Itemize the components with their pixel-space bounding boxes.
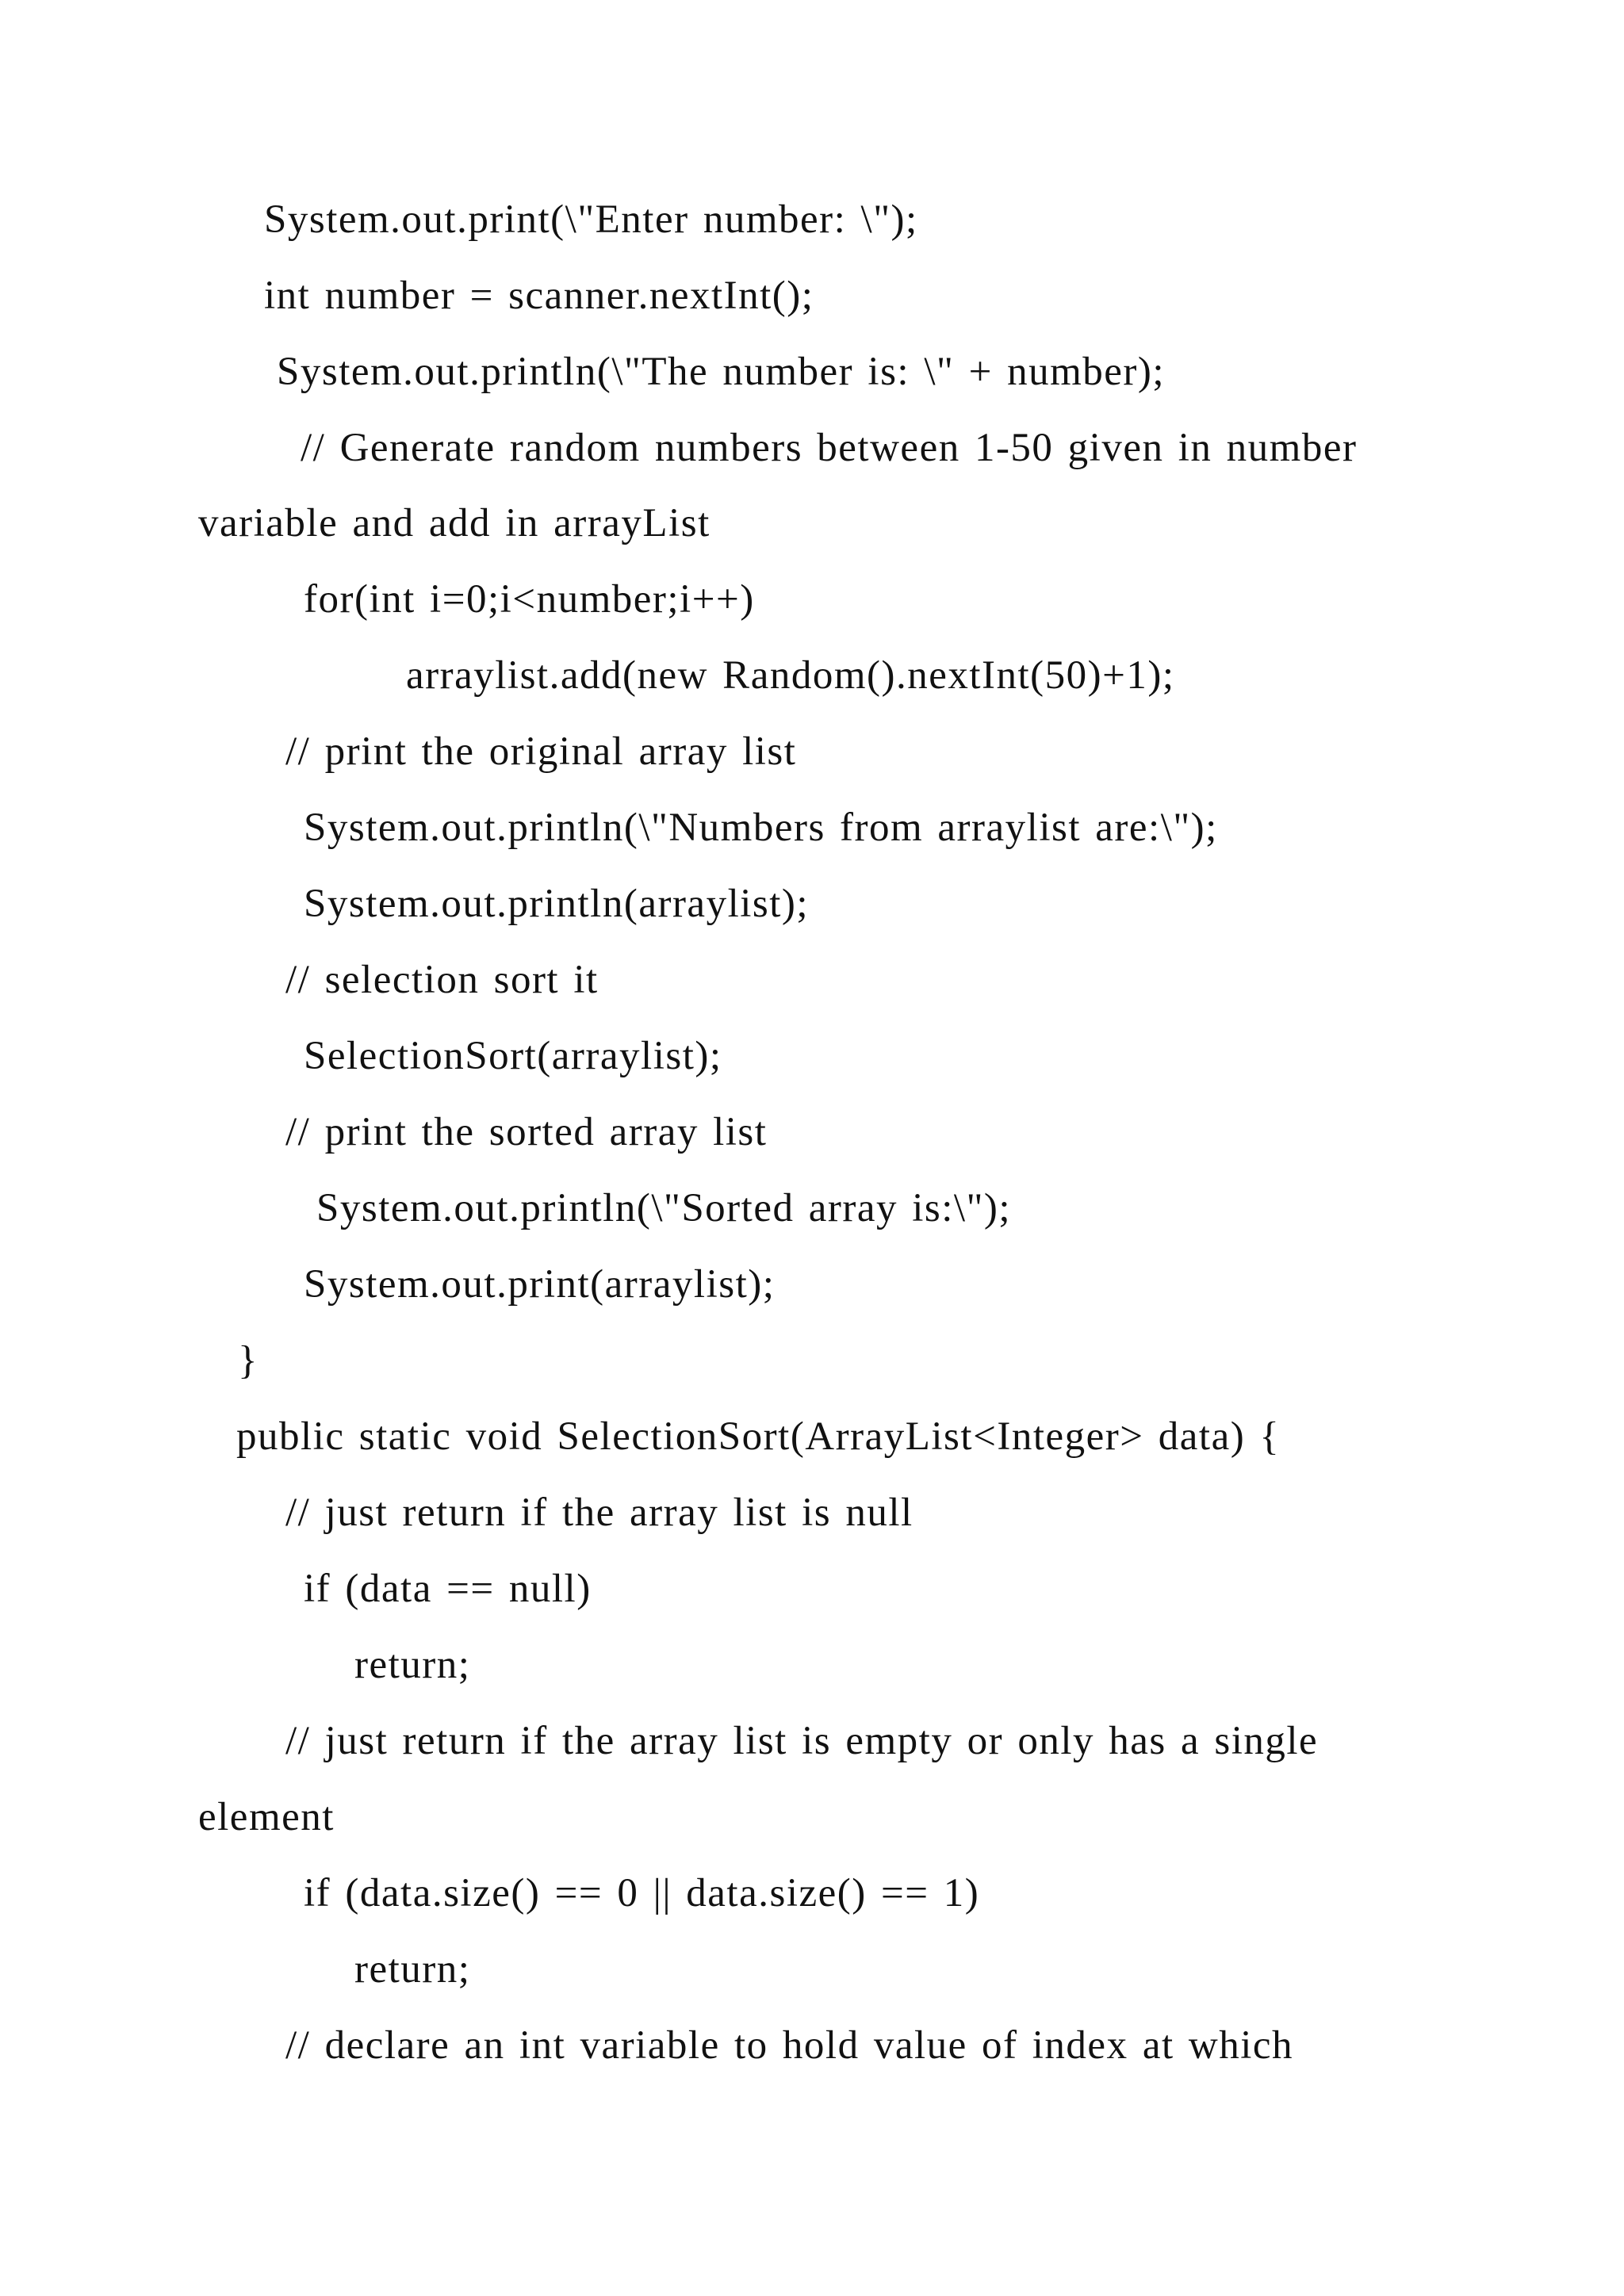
code-line: } bbox=[238, 1338, 259, 1383]
comment-line: // just return if the array list is null bbox=[285, 1490, 914, 1535]
comment-line: variable and add in arrayList bbox=[198, 501, 710, 545]
code-line: System.out.println(arraylist); bbox=[304, 882, 810, 926]
comment-line: // print the original array list bbox=[285, 729, 797, 774]
code-line: if (data.size() == 0 || data.size() == 1) bbox=[304, 1871, 980, 1915]
code-line: return; bbox=[354, 1947, 471, 1992]
comment-line: element bbox=[198, 1795, 335, 1839]
code-line: System.out.println(\"The number is: \" + number); bbox=[277, 350, 1166, 394]
code-line: System.out.print(\"Enter number: \"); bbox=[264, 197, 918, 242]
code-line: public static void SelectionSort(ArrayList<Integer> data) { bbox=[236, 1414, 1281, 1459]
code-line: return; bbox=[354, 1643, 471, 1687]
code-line: arraylist.add(new Random().nextInt(50)+1); bbox=[406, 653, 1175, 698]
comment-line: // selection sort it bbox=[285, 958, 599, 1002]
code-line: System.out.println(\"Sorted array is:\"); bbox=[316, 1186, 1012, 1230]
code-line: int number = scanner.nextInt(); bbox=[264, 274, 814, 318]
code-line: System.out.println(\"Numbers from arraylist are:\"); bbox=[304, 806, 1218, 850]
code-line: SelectionSort(arraylist); bbox=[304, 1034, 722, 1078]
comment-line: // just return if the array list is empty or only has a single bbox=[285, 1719, 1319, 1763]
code-line: for(int i=0;i<number;i++) bbox=[304, 577, 755, 622]
comment-line: // declare an int variable to hold value of index at which bbox=[285, 2023, 1294, 2068]
comment-line: // Generate random numbers between 1-50 given in number bbox=[301, 426, 1358, 470]
code-line: if (data == null) bbox=[304, 1567, 592, 1611]
code-line: System.out.print(arraylist); bbox=[304, 1262, 776, 1307]
comment-line: // print the sorted array list bbox=[285, 1110, 768, 1154]
